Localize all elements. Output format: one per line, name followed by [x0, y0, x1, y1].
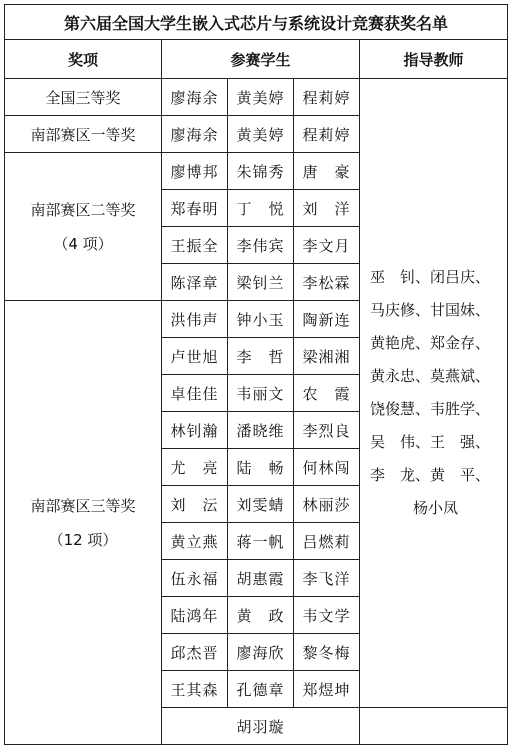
student-cell: 吕燃莉 — [294, 523, 360, 560]
award-table — [4, 4, 508, 745]
student-cell: 钟小玉 — [228, 301, 294, 338]
award-south-first: 南部赛区一等奖 — [5, 116, 162, 153]
student-cell: 李烈良 — [294, 412, 360, 449]
teacher-line-last: 杨小凤 — [413, 499, 459, 517]
teacher-line: 黄艳虎、郑金存、 — [370, 334, 491, 352]
student-cell: 梁钊兰 — [228, 264, 294, 301]
teacher-line: 黄永忠、莫燕斌、 — [370, 367, 491, 385]
teacher-line: 马庆修、甘国妹、 — [370, 301, 491, 319]
student-cell: 卓佳佳 — [162, 375, 228, 412]
student-cell: 潘晓维 — [228, 412, 294, 449]
teacher-line: 巫 钊、闭吕庆、 — [370, 268, 491, 286]
student-cell: 黄 政 — [228, 597, 294, 634]
student-cell: 黄立燕 — [162, 523, 228, 560]
student-cell: 廖博邦 — [162, 153, 228, 190]
table-title: 第六届全国大学生嵌入式芯片与系统设计竞赛获奖名单 — [5, 5, 508, 40]
student-cell: 郑煜坤 — [294, 671, 360, 708]
header-students: 参赛学生 — [162, 40, 360, 79]
teacher-line: 李 龙、黄 平、 — [370, 466, 491, 484]
student-cell: 李文月 — [294, 227, 360, 264]
student-cell: 刘雯蜻 — [228, 486, 294, 523]
student-cell: 陶新连 — [294, 301, 360, 338]
student-cell: 王其森 — [162, 671, 228, 708]
student-cell: 李飞洋 — [294, 560, 360, 597]
student-cell: 胡羽璇 — [162, 708, 360, 745]
student-cell: 廖海余 — [162, 79, 228, 116]
student-cell: 李伟宾 — [228, 227, 294, 264]
award-south-second — [5, 153, 162, 301]
award-south-third — [5, 301, 162, 745]
student-cell: 程莉婷 — [294, 116, 360, 153]
student-cell: 陆鸿年 — [162, 597, 228, 634]
student-cell: 黎冬梅 — [294, 634, 360, 671]
award-south-second-count: （4 项） — [53, 234, 113, 253]
student-cell: 黄美婷 — [228, 116, 294, 153]
student-cell: 洪伟声 — [162, 301, 228, 338]
student-cell: 韦丽文 — [228, 375, 294, 412]
student-cell: 廖海余 — [162, 116, 228, 153]
student-cell: 蒋一帆 — [228, 523, 294, 560]
student-cell: 唐 豪 — [294, 153, 360, 190]
award-national-third: 全国三等奖 — [5, 79, 162, 116]
empty-cell — [360, 708, 508, 745]
student-cell: 尤 亮 — [162, 449, 228, 486]
header-teacher: 指导教师 — [360, 40, 508, 79]
student-cell: 刘 洋 — [294, 190, 360, 227]
student-cell: 梁湘湘 — [294, 338, 360, 375]
student-cell: 胡惠霞 — [228, 560, 294, 597]
student-cell: 刘 沄 — [162, 486, 228, 523]
student-cell: 林钊瀚 — [162, 412, 228, 449]
student-cell: 韦文学 — [294, 597, 360, 634]
teacher-cell — [360, 79, 508, 708]
student-cell: 何林闯 — [294, 449, 360, 486]
student-cell: 程莉婷 — [294, 79, 360, 116]
student-cell: 李 哲 — [228, 338, 294, 375]
student-cell: 卢世旭 — [162, 338, 228, 375]
student-cell: 朱锦秀 — [228, 153, 294, 190]
student-cell: 廖海欣 — [228, 634, 294, 671]
student-cell: 邱杰晋 — [162, 634, 228, 671]
student-cell: 伍永福 — [162, 560, 228, 597]
award-south-second-label: 南部赛区二等奖 — [30, 200, 136, 219]
student-cell: 郑春明 — [162, 190, 228, 227]
award-south-third-label: 南部赛区三等奖 — [30, 496, 136, 515]
student-cell: 陈泽章 — [162, 264, 228, 301]
student-cell: 林丽莎 — [294, 486, 360, 523]
student-cell: 李松霖 — [294, 264, 360, 301]
student-cell: 农 霞 — [294, 375, 360, 412]
student-cell: 黄美婷 — [228, 79, 294, 116]
header-award: 奖项 — [5, 40, 162, 79]
student-cell: 王振全 — [162, 227, 228, 264]
teacher-line: 饶俊慧、韦胜学、 — [370, 400, 491, 418]
student-cell: 陆 畅 — [228, 449, 294, 486]
teacher-line: 吴 伟、王 强、 — [370, 433, 491, 451]
award-south-third-count: （12 项） — [48, 530, 118, 549]
student-cell: 孔德章 — [228, 671, 294, 708]
student-cell: 丁 悦 — [228, 190, 294, 227]
